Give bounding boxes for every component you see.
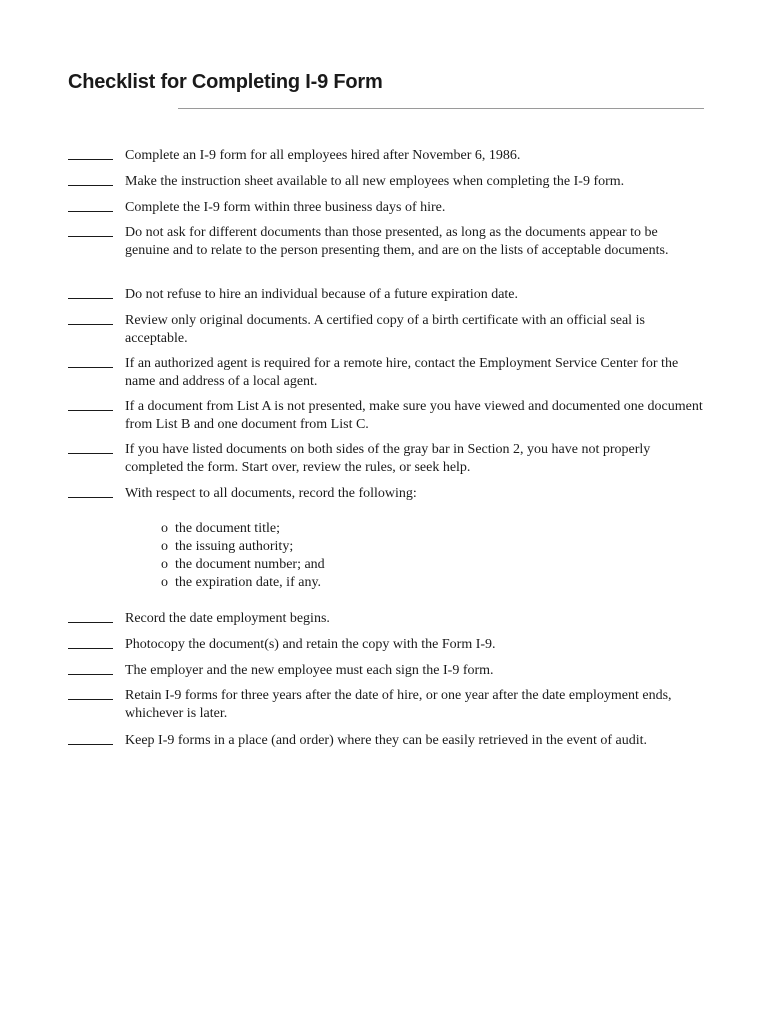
checklist-item bbox=[68, 355, 708, 391]
checklist-item bbox=[68, 224, 708, 260]
circle-bullet-icon: o bbox=[161, 557, 168, 572]
checkbox-blank-line bbox=[68, 674, 113, 675]
checklist-item bbox=[68, 173, 708, 191]
checklist-item bbox=[68, 687, 708, 723]
sublist-item bbox=[161, 520, 325, 538]
checklist-item bbox=[68, 732, 708, 750]
checkbox-blank-line bbox=[68, 367, 113, 368]
checklist-item-text: If an authorized agent is required for a remote hire, contact the Employment Service Center for the name and address of a local agent. bbox=[125, 356, 679, 389]
checklist-item-text: Review only original documents. A certified copy of a birth certificate with an official seal is acceptable. bbox=[125, 313, 645, 346]
checklist-item bbox=[68, 312, 708, 348]
checklist-item bbox=[68, 636, 708, 654]
checklist-item-text: If you have listed documents on both sides of the gray bar in Section 2, you have not properly completed the form. Start over, review the rules, or seek help. bbox=[125, 442, 651, 475]
checklist-item-text: Do not refuse to hire an individual because of a future expiration date. bbox=[125, 287, 519, 302]
checkbox-blank-line bbox=[68, 453, 113, 454]
sublist-item bbox=[161, 538, 325, 556]
checklist-item-text: Photocopy the document(s) and retain the copy with the Form I-9. bbox=[125, 637, 496, 652]
checkbox-blank-line bbox=[68, 324, 113, 325]
checkbox-blank-line bbox=[68, 410, 113, 411]
checklist-item-text: Record the date employment begins. bbox=[125, 611, 330, 626]
title-divider bbox=[178, 108, 704, 109]
page-title: Checklist for Completing I-9 Form bbox=[68, 71, 383, 93]
checkbox-blank-line bbox=[68, 622, 113, 623]
sublist-item-text: the document number; and bbox=[175, 557, 325, 572]
checkbox-blank-line bbox=[68, 744, 113, 745]
checklist-item-text: The employer and the new employee must each sign the I-9 form. bbox=[125, 663, 494, 678]
checklist-item-text: Complete an I-9 form for all employees hired after November 6, 1986. bbox=[125, 148, 521, 163]
checkbox-blank-line bbox=[68, 211, 113, 212]
checklist-item bbox=[68, 610, 708, 628]
checkbox-blank-line bbox=[68, 159, 113, 160]
checklist-item-text: Make the instruction sheet available to all new employees when completing the I-9 form. bbox=[125, 174, 625, 189]
sublist-item-text: the issuing authority; bbox=[175, 539, 294, 554]
checklist-item-text: If a document from List A is not presented, make sure you have viewed and documented one document from List B and one document from List C. bbox=[125, 399, 703, 432]
checklist-item-text: Keep I-9 forms in a place (and order) where they can be easily retrieved in the event of audit. bbox=[125, 733, 648, 748]
checklist-item-text: Do not ask for different documents than those presented, as long as the documents appear to be genuine and to relate to the person presenting them, and are on the lists of acceptable documents. bbox=[125, 225, 669, 258]
checklist-item bbox=[68, 147, 708, 165]
checklist-item-text: Complete the I-9 form within three business days of hire. bbox=[125, 200, 446, 215]
circle-bullet-icon: o bbox=[161, 575, 168, 590]
checklist-item bbox=[68, 662, 708, 680]
checkbox-blank-line bbox=[68, 298, 113, 299]
checkbox-blank-line bbox=[68, 185, 113, 186]
checklist-item bbox=[68, 398, 708, 434]
checkbox-blank-line bbox=[68, 648, 113, 649]
checklist-item bbox=[68, 199, 708, 217]
checklist-item bbox=[68, 286, 708, 304]
checklist-item-text: With respect to all documents, record the following: bbox=[125, 486, 417, 501]
checkbox-blank-line bbox=[68, 699, 113, 700]
checklist-item bbox=[68, 441, 708, 477]
checklist-item-text: Retain I-9 forms for three years after the date of hire, or one year after the date employment ends, whichever is later. bbox=[125, 688, 672, 721]
checkbox-blank-line bbox=[68, 236, 113, 237]
sublist-item-text: the expiration date, if any. bbox=[175, 575, 322, 590]
sublist-item bbox=[161, 574, 325, 592]
document-record-sublist bbox=[161, 520, 325, 592]
circle-bullet-icon: o bbox=[161, 539, 168, 554]
checkbox-blank-line bbox=[68, 497, 113, 498]
circle-bullet-icon: o bbox=[161, 521, 168, 536]
checklist-item bbox=[68, 485, 708, 503]
sublist-item bbox=[161, 556, 325, 574]
sublist-item-text: the document title; bbox=[175, 521, 280, 536]
